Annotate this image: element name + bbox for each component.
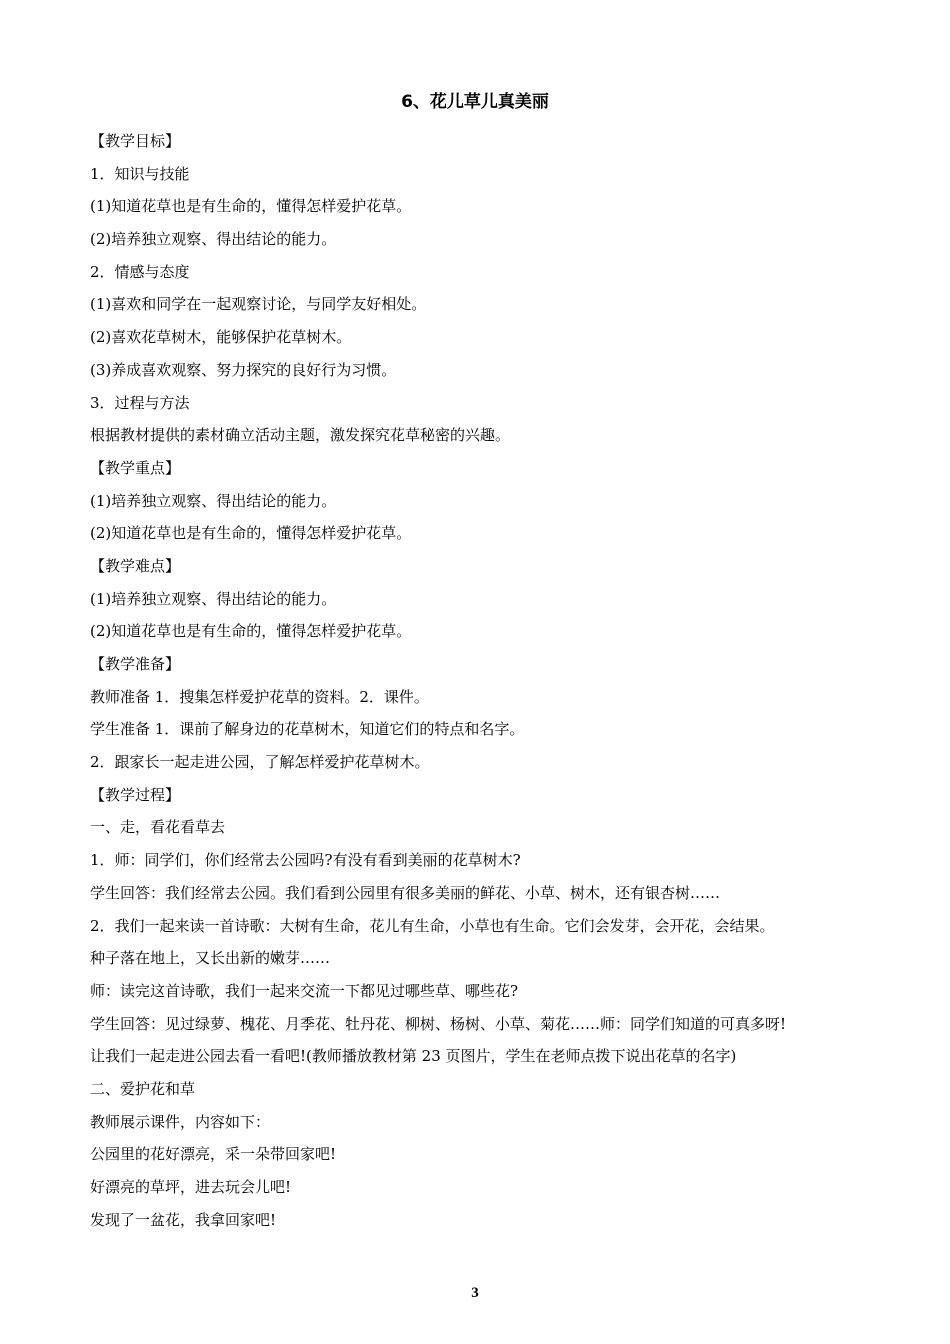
paragraph: 让我们一起走进公园去看一看吧!(教师播放教材第 23 页图片，学生在老师点拨下说出花草的名字) xyxy=(90,1047,737,1066)
page-number: 3 xyxy=(471,1285,479,1301)
paragraph: (1)知道花草也是有生命的，懂得怎样爱护花草。 xyxy=(90,197,412,216)
paragraph: (1)喜欢和同学在一起观察讨论，与同学友好相处。 xyxy=(90,295,427,314)
document-title: 6、花儿草儿真美丽 xyxy=(401,92,549,112)
section-heading-process: 【教学过程】 xyxy=(90,785,181,804)
paragraph: 公园里的花好漂亮，采一朵带回家吧! xyxy=(90,1145,337,1164)
paragraph: 二、爱护花和草 xyxy=(90,1079,196,1098)
paragraph: 一、走，看花看草去 xyxy=(90,818,226,837)
paragraph: 学生回答：我们经常去公园。我们看到公园里有很多美丽的鲜花、小草、树木，还有银杏树…… xyxy=(90,883,721,902)
paragraph: 2．情感与态度 xyxy=(90,262,190,281)
section-heading-teaching-goals: 【教学目标】 xyxy=(90,132,181,150)
paragraph: 1．知识与技能 xyxy=(90,164,190,183)
paragraph: 根据教材提供的素材确立活动主题，激发探究花草秘密的兴趣。 xyxy=(90,426,511,445)
section-heading-key-points: 【教学重点】 xyxy=(90,458,181,477)
paragraph: (3)养成喜欢观察、努力探究的良好行为习惯。 xyxy=(90,360,397,379)
paragraph: 师：读完这首诗歌，我们一起来交流一下都见过哪些草、哪些花? xyxy=(90,981,519,1000)
section-heading-difficulties: 【教学难点】 xyxy=(90,556,181,575)
paragraph: 2．跟家长一起走进公园，了解怎样爱护花草树木。 xyxy=(90,753,430,772)
paragraph: 发现了一盆花，我拿回家吧! xyxy=(90,1210,277,1229)
paragraph: (1)培养独立观察、得出结论的能力。 xyxy=(90,491,337,510)
paragraph: 教师准备 1．搜集怎样爱护花草的资料。2．课件。 xyxy=(90,687,429,706)
paragraph: 2．我们一起来读一首诗歌：大树有生命，花儿有生命，小草也有生命。它们会发芽，会开花，会结果。 xyxy=(90,916,775,935)
paragraph: 学生回答：见过绿萝、槐花、月季花、牡丹花、柳树、杨树、小草、菊花……师：同学们知道的可真多呀! xyxy=(90,1014,787,1033)
paragraph: 1．师：同学们，你们经常去公园吗?有没有看到美丽的花草树木? xyxy=(90,851,521,870)
paragraph: 好漂亮的草坪，进去玩会儿吧! xyxy=(90,1178,292,1196)
paragraph: (2)知道花草也是有生命的，懂得怎样爱护花草。 xyxy=(90,524,412,543)
section-heading-preparation: 【教学准备】 xyxy=(90,655,181,673)
paragraph: (2)喜欢花草树木，能够保护花草树木。 xyxy=(90,328,352,347)
paragraph: 种子落在地上，又长出新的嫩芽…… xyxy=(90,949,331,968)
paragraph: (2)知道花草也是有生命的，懂得怎样爱护花草。 xyxy=(90,622,412,641)
document-body xyxy=(90,128,880,1239)
paragraph: 教师展示课件，内容如下： xyxy=(90,1112,271,1131)
paragraph: 3．过程与方法 xyxy=(90,393,190,412)
paragraph: (2)培养独立观察、得出结论的能力。 xyxy=(90,230,337,249)
paragraph: 学生准备 1．课前了解身边的花草树木，知道它们的特点和名字。 xyxy=(90,720,525,739)
paragraph: (1)培养独立观察、得出结论的能力。 xyxy=(90,589,337,608)
